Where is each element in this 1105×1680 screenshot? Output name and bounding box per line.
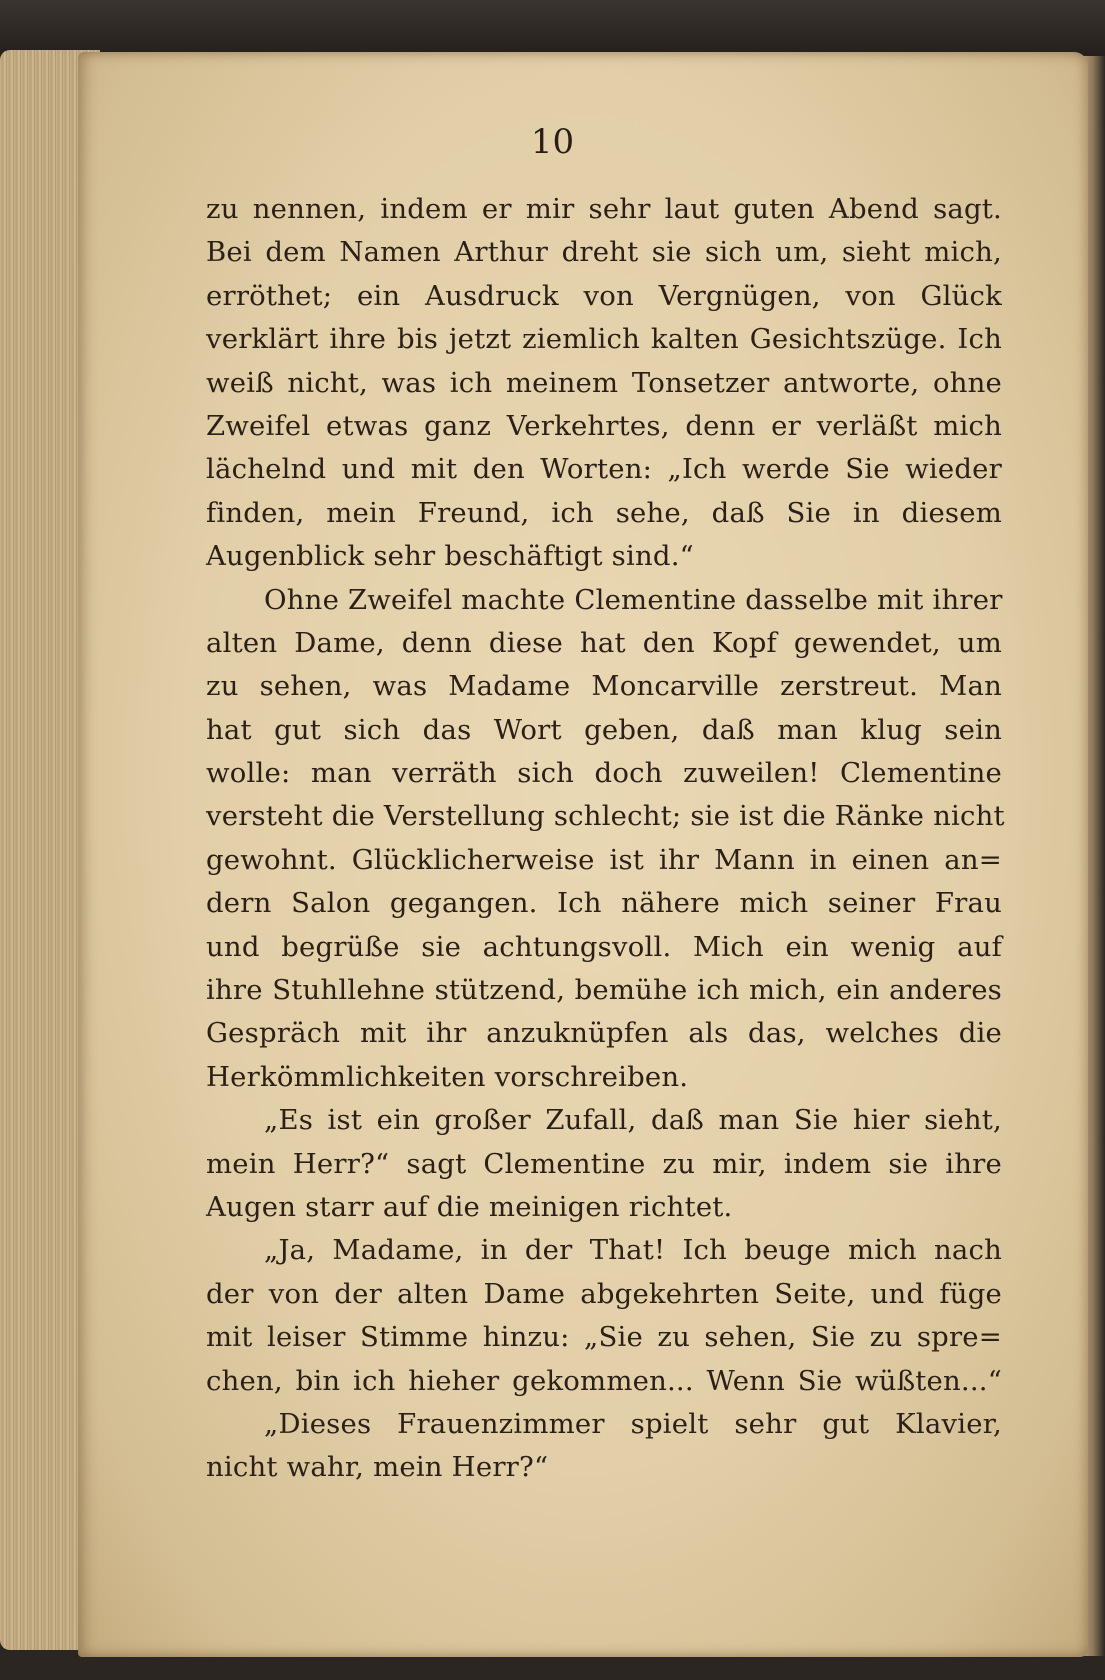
text-line: Herkömmlichkeiten vorschreiben.	[206, 1060, 689, 1093]
text-line: lächelnd und mit den Worten: „Ich werde Sie wieder	[206, 453, 1002, 486]
body-text	[206, 188, 1005, 1490]
text-line: ihre Stuhllehne stützend, bemühe ich mich, ein anderes	[206, 974, 1002, 1007]
text-line: zu nennen, indem er mir sehr laut guten Abend sagt.	[206, 193, 1002, 225]
text-line: erröthet; ein Ausdruck von Vergnügen, von Glück	[206, 279, 1002, 312]
text-line: dern Salon gegangen. Ich nähere mich seiner Frau	[206, 887, 1002, 920]
text-line: weiß nicht, was ich meinem Tonsetzer antworte, ohne	[206, 366, 1002, 399]
text-line: Bei dem Namen Arthur dreht sie sich um, sieht mich,	[206, 236, 1002, 269]
text-line: nicht wahr, mein Herr?“	[206, 1451, 549, 1484]
text-line: Augenblick sehr beschäftigt sind.“	[206, 540, 694, 573]
text-line: gewohnt. Glücklicherweise ist ihr Mann in einen an=	[206, 843, 1002, 876]
text-line: der von der alten Dame abgekehrten Seite, und füge	[206, 1277, 1002, 1310]
text-line: zu sehen, was Madame Moncarville zerstreut. Man	[206, 670, 1002, 703]
text-line: mit leiser Stimme hinzu: „Sie zu sehen, Sie zu spre=	[206, 1321, 1002, 1354]
text-line: alten Dame, denn diese hat den Kopf gewendet, um	[206, 626, 1002, 659]
text-line: wolle: man verräth sich doch zuweilen! Clementine	[206, 757, 1002, 790]
text-line: „Es ist ein großer Zufall, daß man Sie hier sieht,	[264, 1104, 1002, 1137]
text-line: und begrüße sie achtungsvoll. Mich ein wenig auf	[206, 930, 1002, 963]
text-line: Augen starr auf die meinigen richtet.	[206, 1190, 733, 1223]
text-line: „Ja, Madame, in der That! Ich beuge mich nach	[264, 1234, 1002, 1267]
text-line: versteht die Verstellung schlecht; sie ist die Ränke nicht	[206, 800, 1005, 833]
page-number: 10	[530, 122, 575, 162]
text-line: finden, mein Freund, ich sehe, daß Sie in diesem	[206, 496, 1002, 529]
text-line: Gespräch mit ihr anzuknüpfen als das, welches die	[206, 1017, 1002, 1050]
text-line: Ohne Zweifel machte Clementine dasselbe mit ihrer	[264, 583, 1003, 616]
text-line: „Dieses Frauenzimmer spielt sehr gut Klavier,	[264, 1407, 1002, 1440]
text-line: Zweifel etwas ganz Verkehrtes, denn er verläßt mich	[206, 409, 1002, 442]
text-line: hat gut sich das Wort geben, daß man klug sein	[206, 713, 1002, 746]
text-line: mein Herr?“ sagt Clementine zu mir, indem sie ihre	[206, 1147, 1002, 1180]
text-line: chen, bin ich hieher gekommen... Wenn Sie wüßten...“	[206, 1364, 1002, 1397]
text-line: verklärt ihre bis jetzt ziemlich kalten Gesichtszüge. Ich	[206, 323, 1002, 356]
